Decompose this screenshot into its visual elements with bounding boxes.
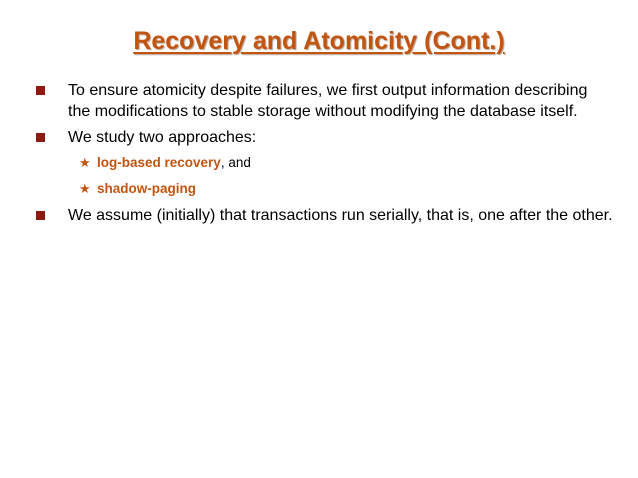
slide-body [34,80,614,231]
sub-bullet-emphasis-1: log-based recovery [97,155,221,170]
square-bullet-icon [36,133,45,142]
bullet-item-2 [34,127,614,148]
star-icon: ★ [79,181,91,196]
bullet-item-1 [34,80,614,122]
bullet-text-3: We assume (initially) that transactions run serially, that is, one after the other. [68,207,613,224]
square-bullet-icon [36,86,45,95]
star-icon: ★ [79,155,91,170]
bullet-text-1: To ensure atomicity despite failures, we first output information describing the modifications to stable storage without modifying the database itself. [68,82,588,120]
bullet-item-3 [34,205,614,226]
sub-bullet-item-2 [34,179,614,199]
square-bullet-icon [36,211,45,220]
slide-title: Recovery and Atomicity (Cont.) [133,27,505,55]
bullet-text-2: We study two approaches: [68,129,257,146]
sub-bullet-emphasis-2: shadow-paging [97,181,196,196]
sub-bullet-suffix-1: , and [220,155,251,170]
sub-bullet-item-1 [34,153,614,173]
